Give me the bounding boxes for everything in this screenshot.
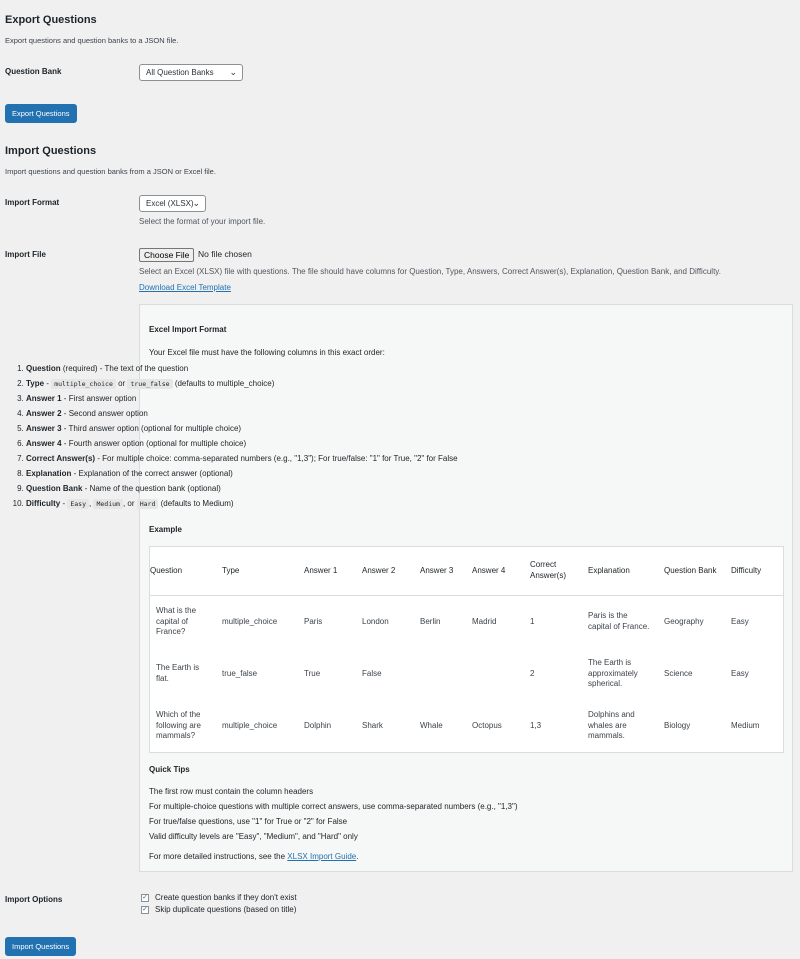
list-item: 10. Difficulty - Easy , Medium , or Hard (defaults to Medium) [26,499,646,514]
cell: Science [664,668,693,678]
question-bank-select[interactable] [139,64,243,81]
table-row [150,648,784,700]
export-button[interactable]: Export Questions [5,104,77,123]
example-table [149,546,784,753]
cell: Dolphin [304,720,332,730]
cell: Which of the following are mammals? [156,709,201,741]
table-header-row [150,547,784,596]
cell: multiple_choice [222,720,278,730]
tips-title: Quick Tips [149,765,190,774]
col-header: Correct Answer(s) [524,547,582,596]
import-description: Import questions and question banks from a JSON or Excel file. [5,167,216,176]
list-item: 6. Answer 4 - Fourth answer option (optional for multiple choice) [26,439,646,454]
tip-item: Valid difficulty levels are "Easy", "Medium", and "Hard" only [149,832,358,841]
tip-item: For true/false questions, use "1" for True or "2" for False [149,817,348,826]
column-list [9,364,646,514]
list-item: 2. Type - multiple_choice or true_false (defaults to multiple_choice) [26,379,646,394]
cell: Madrid [472,616,497,626]
import-format-value: Excel (XLSX) [146,199,194,208]
cell: True [304,668,321,678]
cell: 1,3 [530,720,542,730]
list-item: 8. Explanation - Explanation of the correct answer (optional) [26,469,646,484]
cell: What is the capital of France? [156,605,197,637]
cell: Medium [731,720,760,730]
col-header: Question [150,547,217,596]
skip-duplicates-label: Skip duplicate questions (based on title) [155,905,297,914]
list-item: 3. Answer 1 - First answer option [26,394,646,409]
cell: 2 [530,668,535,678]
list-item: 9. Question Bank - Name of the question bank (optional) [26,484,646,499]
chevron-down-icon: ⌄ [192,198,200,208]
cell: The Earth is approximately spherical. [588,657,638,689]
cell: Geography [664,616,704,626]
col-header: Answer 1 [298,547,356,596]
cell: False [362,668,382,678]
cell: Octopus [472,720,502,730]
question-bank-value: All Question Banks [146,68,214,77]
table-row [150,596,784,649]
cell: Whale [420,720,443,730]
cell: The Earth is flat. [156,663,200,683]
import-file-help: Select an Excel (XLSX) file with questions. The file should have columns for Question, Type, Answers, Correct Answer(s), Explanation, Question Bank, and Difficulty. [139,267,721,276]
tip-item: For multiple-choice questions with multiple correct answers, use comma-separated numbers (e.g., "1,3") [149,802,518,811]
file-status: No file chosen [198,249,252,259]
guide-intro: Your Excel file must have the following columns in this exact order: [149,348,385,357]
table-row [150,700,784,753]
guide-title: Excel Import Format [149,325,227,334]
cell: true_false [222,668,258,678]
cell: Paris is the capital of France. [588,611,650,631]
col-header: Question Bank [658,547,725,596]
col-header: Type [216,547,298,596]
import-format-label: Import Format [5,198,60,207]
col-header: Explanation [582,547,658,596]
import-button[interactable]: Import Questions [5,937,76,956]
import-file-label: Import File [5,250,46,259]
xlsx-guide-link[interactable]: XLSX Import Guide [287,852,357,861]
export-title: Export Questions [5,14,97,26]
cell [466,648,524,700]
cell [414,648,466,700]
list-item: 5. Answer 3 - Third answer option (optional for multiple choice) [26,424,646,439]
cell: Easy [731,616,749,626]
col-header: Difficulty [725,547,784,596]
download-template-link[interactable]: Download Excel Template [139,283,231,292]
col-header: Answer 2 [356,547,414,596]
create-banks-label: Create question banks if they don't exist [155,893,297,902]
create-banks-checkbox[interactable]: ✓ [142,894,148,901]
question-bank-label: Question Bank [5,67,62,76]
col-header: Answer 3 [414,547,466,596]
import-format-select[interactable] [139,195,206,212]
cell: Easy [731,668,749,678]
tip-item: The first row must contain the column headers [149,787,314,796]
cell: Paris [304,616,323,626]
more-instructions: For more detailed instructions, see the XLSX Import Guide. [149,852,359,861]
list-item: 7. Correct Answer(s) - For multiple choice: comma-separated numbers (e.g., "1,3"); For true/false: "1" for True, "2" for False [26,454,646,469]
export-description: Export questions and question banks to a JSON file. [5,36,179,45]
cell: Dolphins and whales are mammals. [588,709,635,741]
cell: Biology [664,720,691,730]
example-title: Example [149,525,182,534]
cell: Shark [362,720,383,730]
cell: multiple_choice [222,616,278,626]
chevron-down-icon: ⌄ [229,67,237,77]
template-link-wrap [139,283,231,294]
choose-file-button[interactable]: Choose File [139,248,194,262]
list-item: 4. Answer 2 - Second answer option [26,409,646,424]
import-format-help: Select the format of your import file. [139,217,266,226]
list-item: 1. Question (required) - The text of the question [26,364,646,379]
cell: 1 [530,616,535,626]
skip-duplicates-checkbox[interactable]: ✓ [142,906,148,913]
cell: London [362,616,389,626]
import-title: Import Questions [5,145,97,157]
cell: Berlin [420,616,441,626]
import-options-label: Import Options [5,895,63,904]
col-header: Answer 4 [466,547,524,596]
